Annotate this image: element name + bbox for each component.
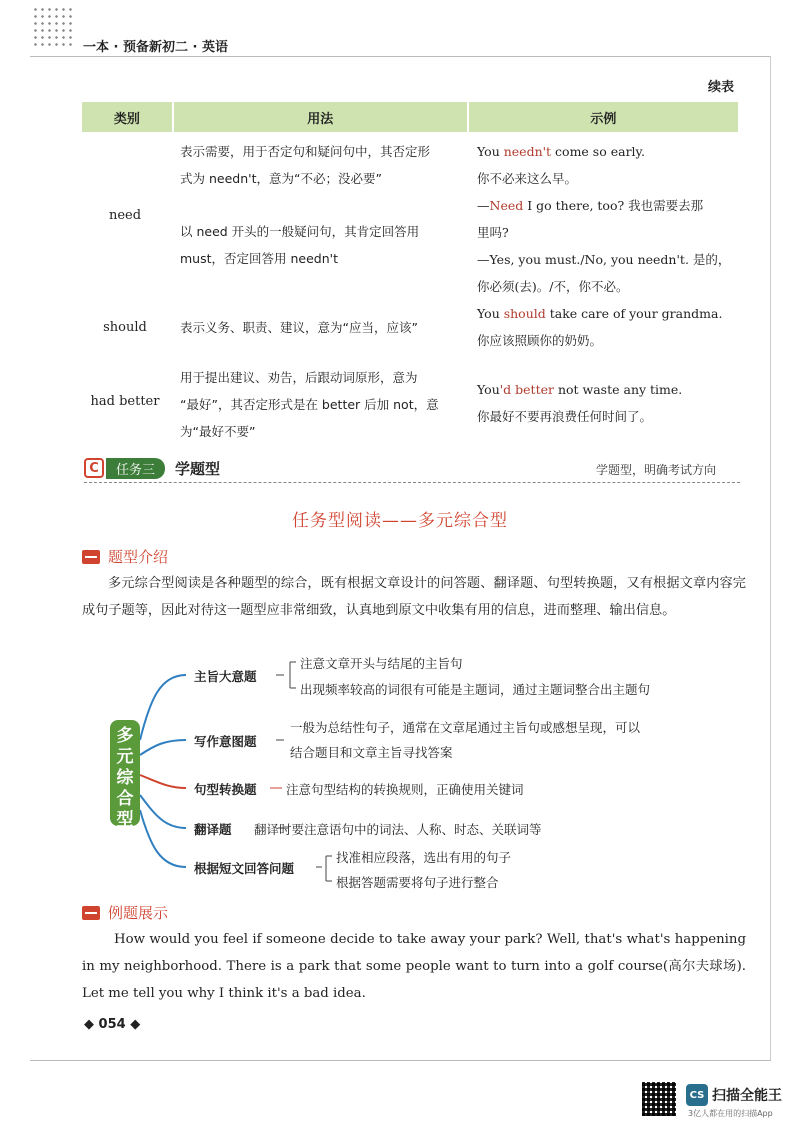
table-category-should: should [103,320,147,335]
table-header-category: 类别 [82,102,172,132]
section-subtitle: 学题型，明确考试方向 [596,463,717,477]
example-line: 你必须(去)。/不，你不必。 [477,279,629,294]
highlight-word: should [503,306,546,321]
usage-line: must，否定回答用 needn't [180,251,338,266]
highlight-word: 'd better [499,382,554,397]
main-title: 任务型阅读——多元综合型 [292,511,508,531]
mindmap-node-sentence-transform: 句型转换题 [194,782,257,797]
highlight-word: Need [489,198,524,213]
mindmap-node-main-idea: 主旨大意题 [194,669,257,684]
intro-heading-text: 题型介绍 [108,548,169,566]
qr-code-icon [642,1082,676,1116]
watermark-subtitle: 3亿人都在用的扫描App [688,1109,773,1118]
usage-line: 式为 needn't，意为“不必；没必要” [180,171,382,186]
table-category-need: need [108,208,142,223]
usage-line: 用于提出建议、劝告，后跟动词原形，意为 [180,370,418,385]
mindmap-node-translation: 翻译题 [194,822,232,837]
mindmap-note: 翻译时要注意语句中的词法、人称、时态、关联词等 [254,822,542,837]
mindmap-note: 结合题目和文章主旨寻找答案 [290,745,453,760]
intro-paragraph: 多元综合型阅读是各种题型的综合，既有根据文章设计的问答题、翻译题、句型转换题，又有根据文章内容完成句子题等，因此对待这一题型应非常细致，认真地到原文中收集有用的信息，进而整理、输出信息。 [82,576,746,618]
usage-line: 表示义务、职责、建议，意为“应当，应该” [180,320,418,335]
mindmap-note: 根据答题需要将句子进行整合 [336,875,499,890]
example-heading-text: 例题展示 [108,904,169,922]
example-line: You should take care of your grandma. [477,306,723,321]
usage-line: 以 need 开头的一般疑问句，其肯定回答用 [180,224,420,239]
usage-line: 为“最好不要” [180,424,256,439]
example-line: —Need I go there, too? 我也需要去那 [477,198,704,213]
example-line: —Yes, you must./No, you needn't. 是的， [477,252,731,267]
example-line: 里吗? [477,225,509,240]
example-line: 你不必来这么早。 [477,171,578,186]
section-letter: C [84,458,104,478]
camscanner-logo-icon: CS [686,1084,708,1106]
section-tag: 任务三 [106,458,165,479]
table-header-example: 示例 [469,102,738,132]
mindmap-note: 一般为总结性句子，通常在文章尾通过主旨句或感想呈现，可以 [290,720,641,735]
mindmap-node-answer-questions: 根据短文回答问题 [194,861,295,876]
highlight-word: needn't [503,144,552,159]
heading-icon [82,906,100,920]
bottom-rule [30,1060,771,1061]
example-paragraph: How would you feel if someone decide to take away your park? Well, that's what's happening in my neighborhood. There is a park that some people want to turn into a golf course(高尔夫球场). Let me tell you why I think it's a bad idea. [82,932,746,1001]
usage-line: “最好”，其否定形式是在 better 后加 not，意 [180,397,439,412]
mindmap-root: 多元综合型 [110,720,140,826]
example-line: You needn't come so early. [477,144,645,159]
example-line: 你应该照顾你的奶奶。 [477,333,603,348]
running-header: 一本 · 预备新初二 · 英语 [83,40,228,55]
mindmap-note: 找准相应段落，选出有用的句子 [336,850,512,865]
mindmap-node-purpose: 写作意图题 [194,734,257,749]
table-category-had-better: had better [90,394,160,409]
example-line: You'd better not waste any time. [477,382,683,397]
table-header-usage: 用法 [174,102,467,132]
section-title: 学题型 [175,459,221,478]
mindmap-note: 注意句型结构的转换规则，正确使用关键词 [286,782,524,797]
usage-line: 表示需要，用于否定句和疑问句中，其否定形 [180,144,431,159]
watermark-name: 扫描全能王 [712,1088,782,1104]
example-heading [82,902,168,923]
table-continued-label: 续表 [708,80,735,95]
mindmap-note: 出现频率较高的词很有可能是主题词，通过主题词整合出主题句 [300,682,651,697]
example-line: 你最好不要再浪费任何时间了。 [477,409,653,424]
mindmap-note: 注意文章开头与结尾的主旨句 [300,656,463,671]
page-number: ◆ 054 ◆ [84,1017,141,1032]
